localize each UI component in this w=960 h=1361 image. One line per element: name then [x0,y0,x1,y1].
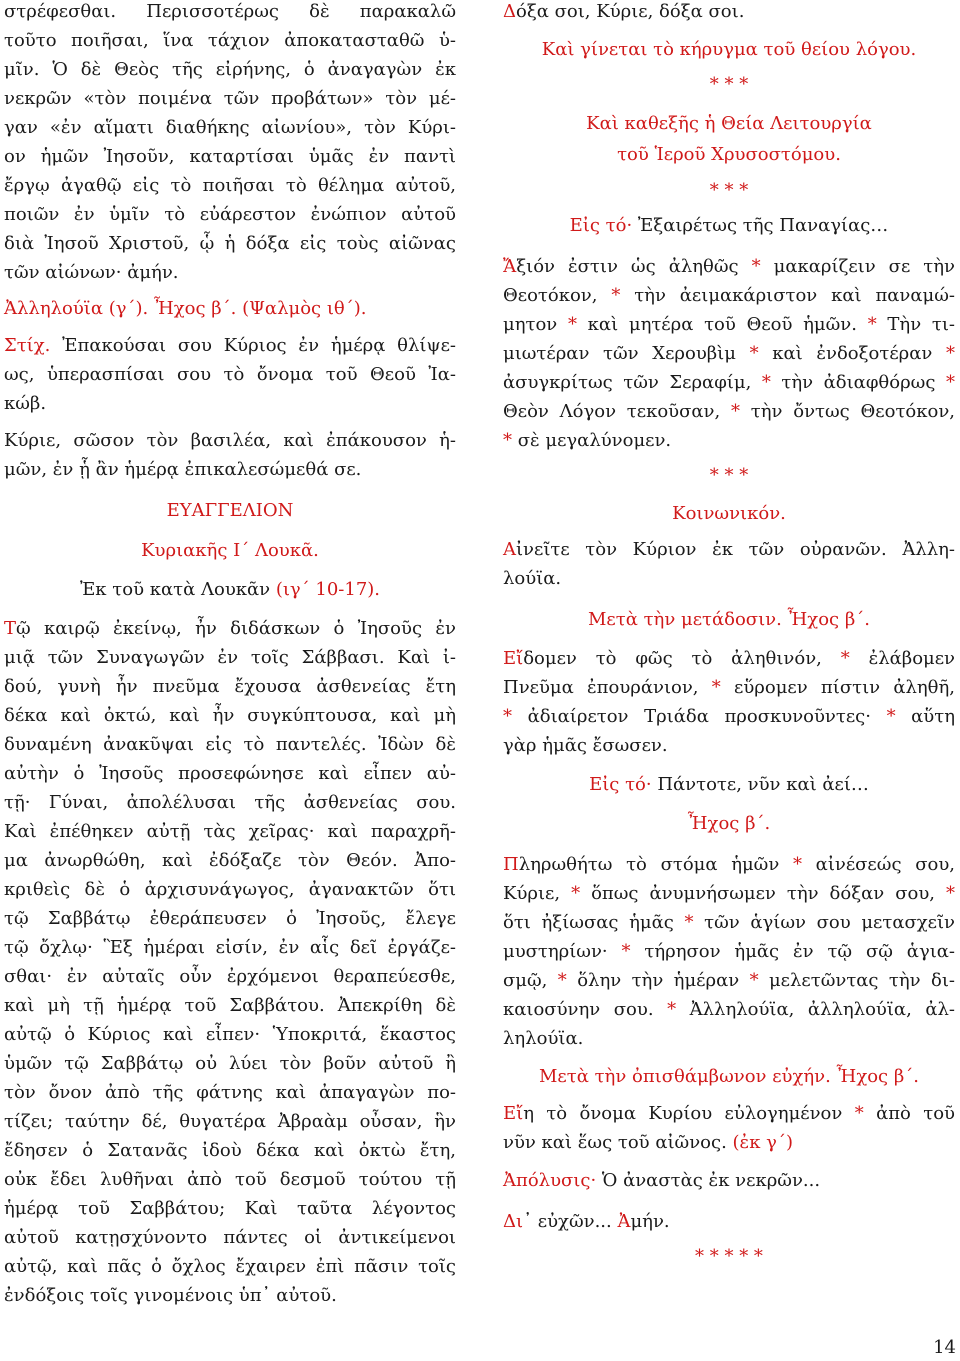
body-text: τὴν ἀειμακάριστον καὶ παναμώ- [620,285,955,306]
body-text: κριθεὶς δὲ ὁ ἀρχισυνάγωγος, ἀγανακτῶν ὅτι [4,879,456,900]
body-text: ὅλην τὴν ἡμέραν [566,970,750,991]
right-text-line [503,1169,955,1193]
body-text: ληλούϊα. [503,1028,584,1049]
body-text: ἔδησεν ὁ Σατανᾶς ἰδοὺ δέκα καὶ ὀκτὼ ἔτη, [4,1140,456,1161]
right-text-line [503,676,955,700]
left-text-line [4,116,456,140]
left-text-line [4,994,456,1018]
left-text-line [4,820,456,844]
right-text-line [503,1131,955,1155]
left-text-line [4,936,456,960]
rubric-text: * [731,401,740,422]
left-text-line [4,145,456,169]
left-text-line [4,675,456,699]
right-text-line [503,371,955,395]
body-text: μακαρίζειν σε τὴν [760,256,955,277]
body-text: γὰρ ἡμᾶς ἔσωσεν. [503,735,668,756]
right-text-line [503,882,955,906]
left-text-line [4,87,456,111]
body-text: αὐτοῦ κατῃσχύνοντο πάντες οἱ ἀντικείμενοι [4,1227,456,1248]
body-text: ᾽ εὐχῶν... [523,1211,618,1232]
body-text: Ἐπακούσαι σου Κύριος ἐν ἡμέρᾳ θλίψε- [50,335,456,356]
rubric-text: Εἰς τό· [569,215,633,236]
body-text: μυστηρίων· [503,941,622,962]
right-text-line [503,400,955,424]
left-text-line [4,1168,456,1192]
left-text-line [4,733,456,757]
rubric-text: * * * [709,74,749,95]
rubric-text: * * * * * [695,1246,763,1267]
body-text: Πάντοτε, νῦν καὶ ἀεί… [651,774,869,795]
body-text: ὅπως ἀνυμνήσωμεν τὴν δόξαν σου, [580,883,946,904]
right-text-line [503,143,955,167]
right-text-line [503,38,955,62]
right-text-line [503,1102,955,1126]
left-text-line [4,646,456,670]
left-text-line [4,1081,456,1105]
rubric-text: Ἦχος β΄. [687,813,771,834]
left-text-line [4,1226,456,1250]
left-text-line [4,232,456,256]
right-text-line [503,647,955,671]
left-text-line [4,965,456,989]
body-text: διὰ Ἰησοῦ Χριστοῦ, ᾧ ἡ δόξα εἰς τοὺς αἰῶνας [4,233,456,254]
rubric-text: * [503,706,512,727]
body-text: κώβ. [4,393,47,414]
body-text: ξιόν ἐστιν ὡς ἀληθῶς [516,256,752,277]
body-text: ὑμῶν τῷ Σαββάτῳ οὐ λύει τὸν βοῦν αὐτοῦ ἢ [4,1053,456,1074]
body-text: Ἐκ τοῦ κατὰ Λουκᾶν [79,579,276,600]
body-text: τὸν ὄνον ἀπὸ τῆς φάτνης καὶ ἀπαγαγὼν πο- [4,1082,456,1103]
rubric-text: Ἀπόλυσις· [503,1170,597,1191]
left-text-line [4,878,456,902]
rubric-text: Καὶ καθεξῆς ἡ Θεία Λειτουργία [586,113,872,134]
left-text-line [4,1284,456,1308]
body-text: Ὁ ἀναστὰς ἐκ νεκρῶν... [596,1170,821,1191]
body-text: ἐλάβομεν [849,648,955,669]
right-text-line [503,608,955,632]
body-text: τήρησον ἡμᾶς ἐν τῷ σῷ ἁγια- [630,941,955,962]
body-text: τίζει; ταύτην δέ, θυγατέρα Ἀβραὰμ οὖσαν, ἣν [4,1111,456,1132]
rubric-text: ΕΥΑΓΓΕΛΙΟΝ [166,500,294,521]
body-text: νῦν καὶ ἕως τοῦ αἰῶνος. [503,1132,733,1153]
rubric-text: Κυριακῆς Ι΄ Λουκᾶ. [141,540,319,561]
body-text: αἰνέσεώς σου, [801,854,955,875]
right-text-line [503,179,955,203]
right-text-line [503,0,955,24]
rubric-text: Κοινωνικόν. [672,503,786,524]
left-text-line [4,1139,456,1163]
body-text: Θεὸν Λόγον τεκοῦσαν, [503,401,731,422]
right-text-line [503,853,955,877]
right-text-line [503,567,955,591]
rubric-text: * [567,314,577,335]
rubric-text: * [886,706,896,727]
body-text: καιοσύνην σου. [503,999,668,1020]
body-text: μελετῶντας τὴν δι- [758,970,955,991]
body-text: ως, ὑπερασπίσαι σου τὸ ὄνομα τοῦ Θεοῦ Ἰα- [4,364,456,385]
body-text: ἐνδόξοις τοῖς γινομένοις ὑπ᾽ αὐτοῦ. [4,1285,337,1306]
left-text-line [4,578,456,602]
rubric-text: * [749,970,759,991]
rubric-text: (ιγ΄ 10-17). [275,579,381,600]
body-text: μῖν. Ὁ δὲ Θεὸς τῆς εἰρήνης, ὁ ἀναγαγὼν ἐκ [4,59,456,80]
left-text-line [4,29,456,53]
body-text: σὲ μεγαλύνομεν. [512,430,672,451]
body-text: καὶ μητέρα τοῦ Θεοῦ ἡμῶν. [576,314,868,335]
body-text: λούϊα. [503,568,562,589]
left-text-line [4,1197,456,1221]
body-text: γαν «ἐν αἵματι διαθήκης αἰωνίου», τὸν Κύρι- [4,117,456,138]
rubric-text: * [946,372,955,393]
left-text-line [4,1110,456,1134]
rubric-text: * [557,970,567,991]
rubric-text: Ἀ [617,1211,631,1232]
right-text-line [503,773,955,797]
body-text: τῶν αἰώνων· ἀμήν. [4,262,179,283]
left-text-line [4,58,456,82]
right-text-line [503,284,955,308]
body-text: τὴν ἀδιαφθόρως [770,372,946,393]
rubric-text: Εἴ [503,1103,524,1124]
body-text: αὕτη [895,706,955,727]
body-text: μήν. [630,1211,670,1232]
right-text-line [503,1245,955,1269]
body-text: μιωτέραν τῶν Χερουβὶμ [503,343,750,364]
rubric-text: * [840,648,850,669]
left-text-line [4,0,456,24]
rubric-text: * [667,999,677,1020]
rubric-text: Μετὰ τὴν μετάδοσιν. Ἦχος β΄. [588,609,870,630]
body-text: σμῷ, [503,970,558,991]
body-text: Καὶ ἐπέθηκεν αὐτῇ τὰς χεῖρας· καὶ παραχρῆ- [4,821,456,842]
right-text-line [503,1065,955,1089]
body-text: Κύριε, σῶσον τὸν βασιλέα, καὶ ἐπάκουσον ἡ- [4,430,456,451]
body-text: τοῦτο ποιῆσαι, ἵνα τάχιον ἀποκατασταθῶ ὑ- [4,30,456,51]
right-text-line [503,940,955,964]
right-text-line [503,73,955,97]
body-text: ποιῶν ἐν ὑμῖν τὸ εὐάρεστον ἐνώπιον αὐτοῦ [4,204,456,225]
body-text: καὶ μὴ τῇ ἡμέρᾳ τοῦ Σαββάτου. Ἀπεκρίθη δὲ [4,995,456,1016]
left-text-line [4,704,456,728]
body-text: ἡμέρᾳ τοῦ Σαββάτου; Καὶ ταῦτα λέγοντος [4,1198,456,1219]
body-text: οὐκ ἔδει λυθῆναι ἀπὸ τοῦ δεσμοῦ τούτου τῇ [4,1169,456,1190]
body-text: αὐτὴν ὁ Ἰησοῦς προσεφώνησε καὶ εἶπεν αὐ- [4,763,456,784]
body-text: η τὸ ὄνομα Κυρίου εὐλογημένον [523,1103,855,1124]
body-text: ἀπὸ τοῦ [863,1103,955,1124]
rubric-text: Ἀλληλούϊα (γ΄). Ἦχος β΄. (Ψαλμὸς ιθ΄). [4,298,367,319]
left-text-line [4,539,456,563]
body-text: τῶν ἁγίων σου μετασχεῖν [693,912,956,933]
right-text-line [503,969,955,993]
rubric-text: Καὶ γίνεται τὸ κήρυγμα τοῦ θείου λόγου. [541,39,917,60]
right-text-line [503,429,955,453]
body-text: μῶν, ἐν ᾗ ἂν ἡμέρᾳ ἐπικαλεσώμεθά σε. [4,459,362,480]
body-text: Τὴν τι- [876,314,955,335]
body-text: Ἀλληλούϊα, ἀλληλούϊα, ἀλ- [676,999,955,1020]
left-text-line [4,499,456,523]
body-text: τῷ ὄχλῳ· Ἓξ ἡμέραι εἰσίν, ἐν αἷς δεῖ ἐργάζε- [4,937,456,958]
body-text: ληρωθήτω τὸ στόμα ἡμῶν [518,854,793,875]
rubric-text: Α [503,539,516,560]
left-text-line [4,849,456,873]
rubric-text: * [711,677,721,698]
body-text: νεκρῶν «τὸν ποιμένα τῶν προβάτων» τὸν μέ- [4,88,456,109]
body-text: τὴν ὄντως Θεοτόκον, [740,401,955,422]
rubric-text: Εἰς τό· [589,774,652,795]
right-text-line [503,998,955,1022]
rubric-text: Δι [503,1211,524,1232]
body-text: ἀσυγκρίτως τῶν Σεραφίμ, [503,372,762,393]
rubric-text: Δ [503,1,516,22]
left-text-line [4,1052,456,1076]
right-text-line [503,313,955,337]
body-text: εὕρομεν πίστιν ἀληθῆ, [720,677,956,698]
left-text-line [4,392,456,416]
left-text-line [4,334,456,358]
rubric-text: * [571,883,581,904]
rubric-text: Στίχ. [4,335,51,356]
rubric-text: Εἴ [503,648,524,669]
body-text: μητον [503,314,568,335]
left-text-line [4,907,456,931]
page-number: 14 [933,1337,956,1358]
body-text: τῇ· Γύναι, ἀπολέλυσαι τῆς ἀσθενείας σου. [4,792,456,813]
right-text-line [503,112,955,136]
right-text-line [503,464,955,488]
body-text: ἔργῳ ἀγαθῷ εἰς τὸ ποιῆσαι τὸ θέλημα αὐτοῦ, [4,175,456,196]
rubric-text: * [946,883,955,904]
left-text-line [4,261,456,285]
rubric-text: * * * [709,180,749,201]
body-text: δέκα καὶ ὀκτώ, καὶ ἦν συγκύπτουσα, καὶ μὴ [4,705,456,726]
left-text-line [4,458,456,482]
right-text-line [503,538,955,562]
body-text: ἰνεῖτε τὸν Κύριον ἐκ τῶν οὐρανῶν. Ἀλλη- [516,539,955,560]
right-text-line [503,705,955,729]
right-text-line [503,1027,955,1051]
body-text: αὐτῷ, καὶ πᾶς ὁ ὄχλος ἔχαιρεν ἐπὶ πᾶσιν τοῖς [4,1256,456,1277]
body-text: αὐτῷ ὁ Κύριος καὶ εἶπεν· Ὑποκριτά, ἕκαστος [4,1024,456,1045]
rubric-text: * [867,314,877,335]
right-text-line [503,214,955,238]
left-text-line [4,297,456,321]
rubric-text: Ἄ [503,256,517,277]
right-text-line [503,911,955,935]
body-text: ον ἡμῶν Ἰησοῦν, καταρτίσαι ὑμᾶς ἐν παντὶ [4,146,456,167]
left-text-line [4,762,456,786]
rubric-text: Μετὰ τὴν ὀπισθάμβωνον εὐχήν. Ἦχος β΄. [538,1066,919,1087]
rubric-text: Τ [4,618,17,639]
body-text: καὶ ἐνδοξοτέραν [758,343,946,364]
rubric-text: * [792,854,802,875]
rubric-text: * [751,256,761,277]
rubric-text: (ἐκ γ΄) [732,1132,793,1153]
body-text: ἀδιαίρετον Τριάδα προσκυνοῦντες· [512,706,887,727]
body-text: ῷ καιρῷ ἐκείνῳ, ἦν διδάσκων ὁ Ἰησοῦς ἐν [16,618,456,639]
rubric-text: * [946,343,955,364]
rubric-text: * [503,430,512,451]
left-text-line [4,1023,456,1047]
left-text-line [4,429,456,453]
body-text: Κύριε, [503,883,572,904]
right-text-line [503,502,955,526]
body-text: μιᾷ τῶν Συναγωγῶν ἐν τοῖς Σάββασι. Καὶ ἰ- [4,647,456,668]
left-text-line [4,203,456,227]
right-text-line [503,342,955,366]
rubric-text: * * * [709,465,749,486]
rubric-text: * [684,912,694,933]
rubric-text: * [749,343,759,364]
body-text: Θεοτόκον, [503,285,612,306]
body-text: Πνεῦμα ἐπουράνιον, [503,677,712,698]
rubric-text: Π [503,854,519,875]
rubric-text: * [621,941,631,962]
body-text: σθαι· ἐν αὐταῖς οὖν ἐρχόμενοι θεραπεύεσθε, [4,966,456,987]
body-text: μα ἀνωρθώθη, καὶ ἐδόξαζε τὸν Θεόν. Ἀπο- [4,850,456,871]
body-text: τῷ Σαββάτῳ ἐθεράπευσεν ὁ Ἰησοῦς, ἔλεγε [4,908,456,929]
left-text-line [4,1255,456,1279]
body-text: όξα σοι, Κύριε, δόξα σοι. [516,1,745,22]
rubric-text: * [854,1103,864,1124]
rubric-text: τοῦ Ἱεροῦ Χρυσοστόμου. [617,144,841,165]
body-text: ὅτι ἠξίωσας ἡμᾶς [503,912,685,933]
left-text-line [4,174,456,198]
right-text-line [503,255,955,279]
rubric-text: * [761,372,771,393]
right-text-line [503,1210,955,1234]
left-text-line [4,617,456,641]
left-text-line [4,363,456,387]
body-text: δομεν τὸ φῶς τὸ ἀληθινόν, [523,648,841,669]
right-text-line [503,734,955,758]
body-text: δυναμένη ἀνακῦψαι εἰς τὸ παντελές. Ἰδὼν δὲ [4,734,456,755]
body-text: στρέφεσθαι. Περισσοτέρως δὲ παρακαλῶ [4,1,456,22]
body-text: δού, γυνὴ ἦν πνεῦμα ἔχουσα ἀσθενείας ἔτη [4,676,456,697]
left-text-line [4,791,456,815]
right-text-line [503,812,955,836]
rubric-text: * [611,285,621,306]
body-text: Ἐξαιρέτως τῆς Παναγίας… [632,215,889,236]
